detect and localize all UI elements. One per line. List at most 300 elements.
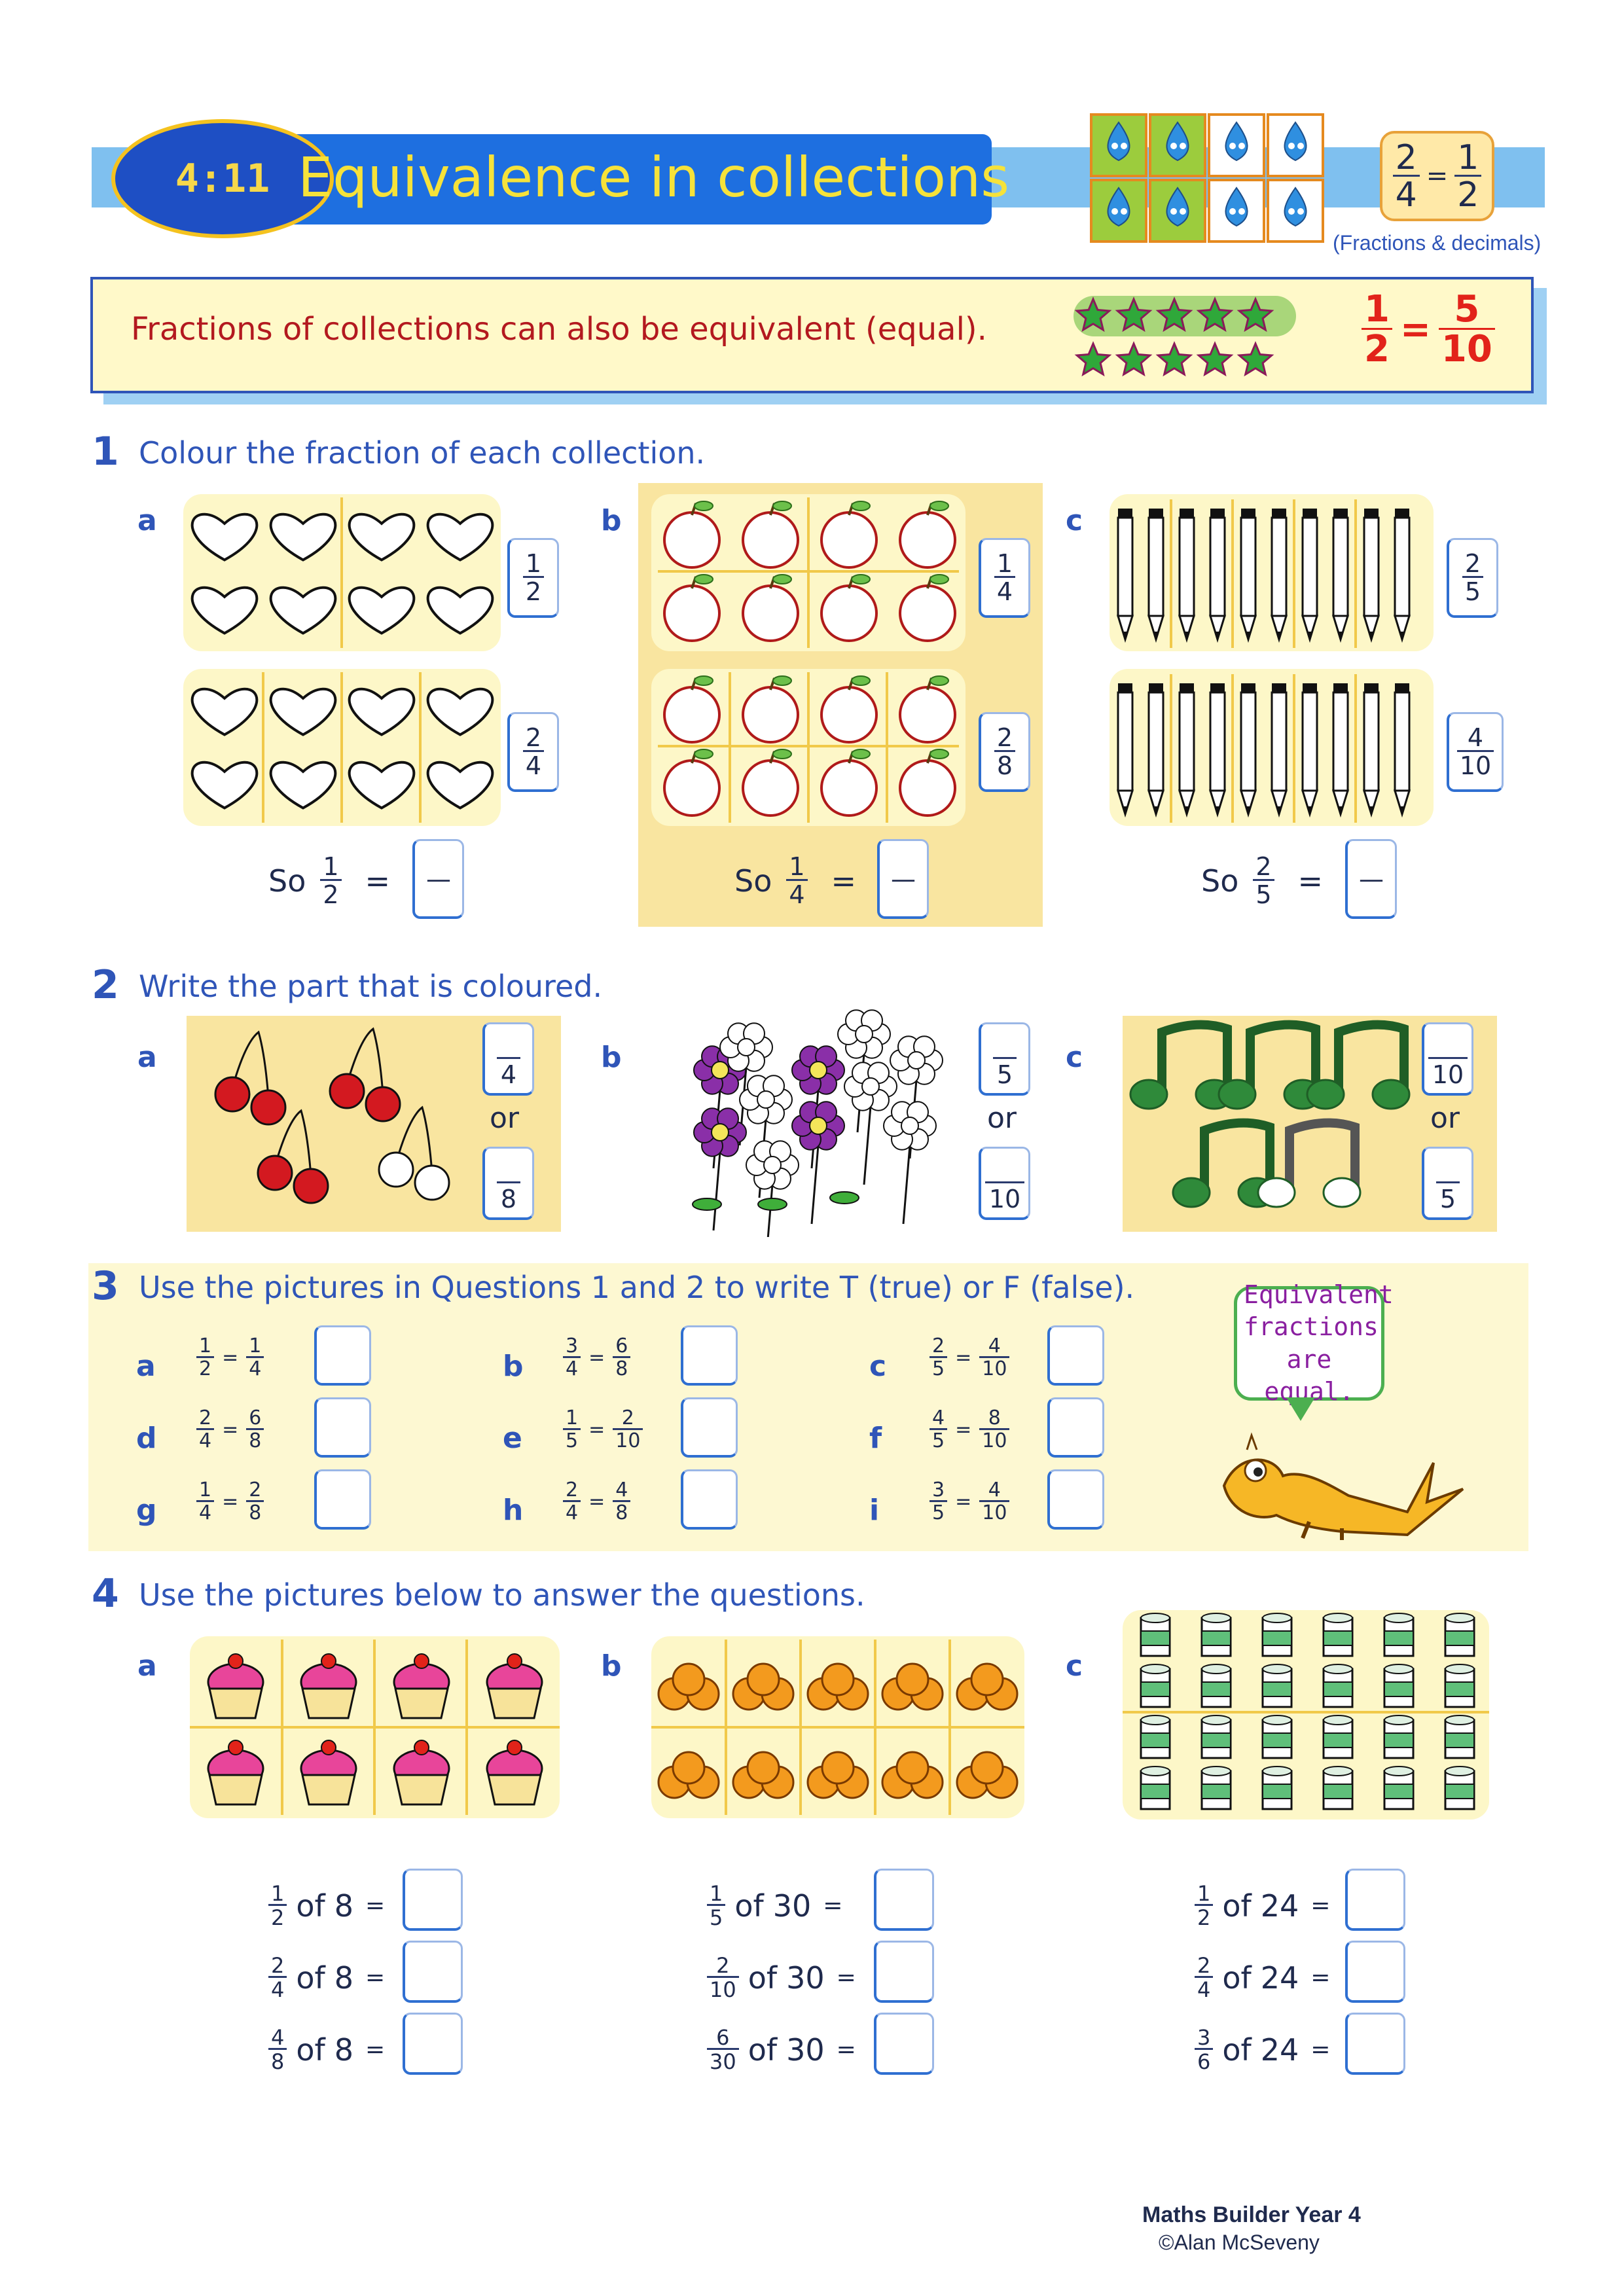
q3-answer-box[interactable]	[681, 1397, 738, 1458]
pencil-icon	[1241, 692, 1255, 791]
q4-of: of	[748, 1960, 778, 1996]
q1b-so-label: So	[734, 863, 772, 899]
music-note-icon	[1219, 1080, 1255, 1109]
q3-item-equation	[929, 1480, 1009, 1523]
q2c-answer-bottom[interactable]: 5	[1422, 1147, 1473, 1220]
footer-book: Maths Builder Year 4	[1142, 2202, 1361, 2227]
q4a-label: a	[137, 1649, 157, 1683]
can-lid	[1445, 1715, 1474, 1725]
q3-answer-box[interactable]	[681, 1325, 738, 1386]
topic-fraction-right: $\frac{1}{2}$	[1454, 141, 1481, 212]
orange-icon	[897, 1664, 928, 1695]
can-label	[1445, 1631, 1474, 1645]
q4-of: of	[748, 2032, 778, 2068]
cupcake-cherry	[414, 1740, 429, 1755]
leaf-icon	[830, 1192, 859, 1204]
q3-speech-bubble	[1234, 1280, 1394, 1406]
flower-icon	[757, 1091, 774, 1108]
can-lid	[1324, 1767, 1352, 1776]
cupcake-icon	[209, 1689, 262, 1718]
can-label	[1384, 1784, 1413, 1799]
pencil-top	[1180, 683, 1194, 692]
q3-item-label: c	[869, 1350, 887, 1383]
q4a-answer-box[interactable]	[403, 1869, 463, 1931]
q1c-so-eq: =	[1297, 863, 1324, 899]
q2b-answer-top[interactable]: 5	[979, 1022, 1030, 1096]
q4-fraction: $\frac{3}{6}$	[1195, 2027, 1213, 2072]
pencil-top	[1333, 683, 1348, 692]
q3-left-frac: $\frac{3}{4}$	[563, 1336, 581, 1379]
q3-equals: =	[222, 1346, 239, 1369]
q1c-so-label: So	[1201, 863, 1239, 899]
q3-answer-box[interactable]	[314, 1397, 371, 1458]
q3-number: 3	[92, 1263, 119, 1309]
q3-item-label: d	[136, 1422, 157, 1455]
pencil-top	[1210, 509, 1225, 518]
pencil-icon	[1210, 518, 1225, 616]
mascot-tiles	[1090, 113, 1326, 244]
q3-answer-box[interactable]	[314, 1469, 371, 1530]
q1a-label: a	[137, 504, 157, 537]
cupcake-cherry	[507, 1740, 522, 1755]
q4-equals: =	[836, 1964, 856, 1991]
pencil-top	[1210, 683, 1225, 692]
q1a-so-eq: =	[365, 863, 391, 899]
q4a-cupcakes	[190, 1636, 560, 1818]
q3-equals: =	[955, 1490, 972, 1513]
pencil-icon	[1210, 692, 1225, 791]
q4-total: 30	[786, 1960, 825, 1996]
unit-badge: 4:11	[175, 156, 270, 202]
pencil-top	[1180, 509, 1194, 518]
topic-fraction-box	[1380, 131, 1494, 221]
can-label	[1202, 1682, 1231, 1696]
q4-of: of	[1222, 1888, 1252, 1924]
can-lid	[1202, 1767, 1231, 1776]
apple-leaf	[930, 575, 948, 584]
star-icon	[1158, 344, 1190, 374]
q4-of: of	[1222, 2032, 1252, 2068]
cherry-icon	[366, 1087, 400, 1121]
pencil-icon	[1395, 692, 1409, 791]
pencil-top	[1333, 509, 1348, 518]
q3-equals: =	[222, 1490, 239, 1513]
q4b-answer-box[interactable]	[874, 1869, 934, 1931]
cupcake-icon	[488, 1775, 541, 1804]
pencil-icon	[1395, 518, 1409, 616]
can-lid	[1445, 1664, 1474, 1674]
q4-equals: =	[1310, 1892, 1331, 1919]
q3-item-label: b	[503, 1350, 524, 1383]
q4c-label: c	[1066, 1649, 1083, 1683]
can-lid	[1141, 1715, 1170, 1725]
q1b-so-row	[734, 854, 856, 907]
q2b-answer-bottom[interactable]: 10	[979, 1147, 1030, 1220]
can-lid	[1384, 1613, 1413, 1623]
can-lid	[1141, 1767, 1170, 1776]
pencil-icon	[1272, 692, 1286, 791]
q3-right-frac: $\frac{1}{4}$	[246, 1336, 264, 1379]
can-label	[1324, 1682, 1352, 1696]
q4c-row	[1195, 1955, 1330, 2000]
apple-icon	[743, 586, 798, 641]
can-lid	[1141, 1664, 1170, 1674]
q2b-flowers	[681, 1008, 975, 1237]
q4a-row	[268, 1955, 385, 2000]
q4b-row	[707, 1955, 856, 2000]
apple-icon	[900, 586, 955, 641]
droplet-eye	[1170, 208, 1177, 215]
q4-equals: =	[823, 1892, 843, 1919]
can-label	[1445, 1784, 1474, 1799]
pencil-icon	[1333, 692, 1348, 791]
q4b-answer-box[interactable]	[874, 1941, 934, 2003]
orange-icon	[971, 1752, 1003, 1784]
q4-of: of	[1222, 1960, 1252, 1996]
page-title: Equivalence in collections	[298, 145, 1010, 209]
q4-text: Use the pictures below to answer the questions.	[139, 1577, 865, 1613]
q3-right-frac: $\frac{6}{8}$	[246, 1408, 264, 1451]
cherry-icon	[379, 1153, 413, 1187]
q1b-answer-box[interactable]: —	[877, 839, 929, 919]
intro-fraction-left: $\frac{1}{2}$	[1362, 291, 1392, 368]
can-lid	[1324, 1613, 1352, 1623]
q4-total: 8	[334, 1960, 353, 1996]
can-label	[1324, 1784, 1352, 1799]
q3-item-label: a	[136, 1350, 156, 1383]
leaf-icon	[693, 1198, 721, 1210]
droplet-eye	[1180, 143, 1186, 149]
q3-answer-box[interactable]	[1047, 1469, 1104, 1530]
apple-leaf	[930, 749, 948, 759]
apple-leaf	[852, 501, 870, 511]
q3-item-equation	[563, 1336, 630, 1379]
q2-number: 2	[92, 962, 119, 1008]
heart-icon	[428, 689, 493, 735]
heart-icon	[428, 762, 493, 808]
pencil-top	[1149, 683, 1163, 692]
apple-icon	[664, 687, 719, 742]
lizard-illustration	[1211, 1424, 1466, 1541]
cherry-icon	[330, 1074, 364, 1108]
pencil-icon	[1180, 518, 1194, 616]
cupcake-cherry	[507, 1654, 522, 1668]
can-lid	[1445, 1613, 1474, 1623]
q3-equals: =	[588, 1490, 605, 1513]
pencil-top	[1364, 683, 1379, 692]
q1c-pencils	[1110, 494, 1434, 828]
pencil-icon	[1241, 518, 1255, 616]
can-label	[1384, 1631, 1413, 1645]
apple-leaf	[930, 676, 948, 685]
q3-left-frac: $\frac{3}{5}$	[929, 1480, 947, 1523]
droplet-eye	[1111, 208, 1118, 215]
apple-icon	[664, 761, 719, 816]
q3-left-frac: $\frac{1}{5}$	[563, 1408, 581, 1451]
q3-right-frac: $\frac{6}{8}$	[613, 1336, 630, 1379]
q4-equals: =	[365, 1964, 386, 1991]
heart-icon	[428, 588, 493, 634]
droplet-eye	[1121, 143, 1127, 149]
droplet-eye	[1170, 143, 1177, 149]
intro-text: Fractions of collections can also be equivalent (equal).	[131, 311, 987, 348]
droplet-eye	[1180, 208, 1186, 215]
droplet-eye	[1121, 208, 1127, 215]
q4c-cans	[1123, 1610, 1489, 1820]
q3-item-equation	[563, 1480, 630, 1523]
q4a-answer-box[interactable]	[403, 1941, 463, 2003]
q4-number: 4	[92, 1571, 119, 1617]
topic-equals: =	[1426, 161, 1449, 191]
q1a-answer-box[interactable]: —	[412, 839, 464, 919]
q4-fraction: $\frac{4}{8}$	[268, 2027, 287, 2072]
q3-right-frac: $\frac{4}{10}$	[979, 1336, 1009, 1379]
intro-fraction-right: $\frac{5}{10}$	[1439, 291, 1495, 368]
star-icon	[1199, 344, 1231, 374]
q3-left-frac: $\frac{1}{4}$	[196, 1480, 214, 1523]
q4-fraction: $\frac{1}{5}$	[707, 1883, 725, 1928]
droplet-eye	[1288, 208, 1295, 215]
can-lid	[1384, 1664, 1413, 1674]
q4b-row	[707, 1883, 842, 1928]
apple-leaf	[852, 676, 870, 685]
q4-total: 30	[772, 1888, 812, 1924]
apple-leaf	[695, 575, 713, 584]
q3-left-frac: $\frac{2}{4}$	[196, 1408, 214, 1451]
q2c-answer-top[interactable]: 10	[1422, 1022, 1473, 1096]
music-note-icon	[1130, 1080, 1167, 1109]
apple-leaf	[852, 575, 870, 584]
q2-text: Write the part that is coloured.	[139, 969, 603, 1004]
q1c-so-frac: $\frac{2}{5}$	[1253, 854, 1274, 907]
q3-item-equation	[196, 1408, 264, 1451]
cherry-icon	[251, 1090, 285, 1124]
pencil-icon	[1303, 518, 1317, 616]
q2a-answer-bottom[interactable]: 8	[482, 1147, 534, 1220]
apple-leaf	[773, 501, 791, 511]
topic-fraction-left: $\frac{2}{4}$	[1393, 141, 1420, 212]
apple-leaf	[695, 749, 713, 759]
q3-item-label: h	[503, 1494, 524, 1527]
q4a-answer-box[interactable]	[403, 2013, 463, 2075]
pencil-top	[1118, 509, 1132, 518]
flower-stem	[864, 1106, 871, 1185]
droplet-eye	[1111, 143, 1118, 149]
apple-icon	[743, 512, 798, 567]
apple-icon	[821, 512, 876, 567]
pencil-icon	[1180, 692, 1194, 791]
can-label	[1324, 1733, 1352, 1748]
can-label	[1202, 1733, 1231, 1748]
droplet-eye	[1229, 143, 1236, 149]
apple-icon	[821, 687, 876, 742]
pencil-top	[1241, 683, 1255, 692]
flower-icon	[856, 1026, 873, 1043]
pencil-top	[1303, 509, 1317, 518]
apple-icon	[743, 761, 798, 816]
cupcake-icon	[395, 1689, 448, 1718]
q3-item-equation	[929, 1336, 1009, 1379]
orange-icon	[971, 1664, 1003, 1695]
q3-item-equation	[196, 1480, 264, 1523]
heart-icon	[192, 689, 257, 735]
q4-total: 8	[334, 2032, 353, 2068]
cupcake-cherry	[228, 1654, 243, 1668]
q4c-answer-box[interactable]	[1345, 2013, 1405, 2075]
can-label	[1445, 1733, 1474, 1748]
cupcake-icon	[302, 1689, 355, 1718]
q4-total: 24	[1260, 1960, 1299, 1996]
q3-answer-box[interactable]	[1047, 1325, 1104, 1386]
q4b-label: b	[601, 1649, 622, 1683]
pencil-top	[1395, 683, 1409, 692]
apple-icon	[664, 512, 719, 567]
q3-equals: =	[222, 1418, 239, 1441]
pencil-icon	[1149, 692, 1163, 791]
apple-leaf	[852, 749, 870, 759]
flower-icon	[764, 1157, 781, 1174]
q1a-hearts	[183, 494, 501, 828]
q1b-bottom-frac-box: $\frac{2}{8}$	[979, 712, 1030, 792]
can-label	[1263, 1784, 1291, 1799]
q3-text: Use the pictures in Questions 1 and 2 to write T (true) or F (false).	[139, 1270, 1135, 1305]
apple-leaf	[930, 501, 948, 511]
q3-answer-box[interactable]	[1047, 1397, 1104, 1458]
q4-total: 24	[1260, 2032, 1299, 2068]
can-label	[1141, 1631, 1170, 1645]
pencil-icon	[1333, 518, 1348, 616]
q1a-top-frac-box: $\frac{1}{2}$	[507, 538, 559, 618]
apple-leaf	[773, 575, 791, 584]
q4-fraction: $\frac{1}{2}$	[268, 1883, 287, 1928]
droplet-eye	[1238, 208, 1245, 215]
orange-icon	[673, 1664, 704, 1695]
q3-equals: =	[955, 1418, 972, 1441]
q3-bubble-tail	[1286, 1397, 1315, 1421]
pencil-icon	[1149, 518, 1163, 616]
q3-item-label: g	[136, 1494, 157, 1527]
q4-equals: =	[365, 1892, 386, 1919]
q4-fraction: $\frac{2}{4}$	[1195, 1955, 1213, 2000]
q2a-label: a	[137, 1041, 157, 1074]
droplet-eye	[1238, 143, 1245, 149]
intro-stars	[1074, 293, 1303, 385]
cherry-icon	[415, 1166, 449, 1200]
can-label	[1141, 1784, 1170, 1799]
star-icon	[1077, 344, 1109, 374]
q4-equals: =	[365, 2036, 386, 2063]
music-note-icon	[1258, 1178, 1295, 1207]
q1c-answer-box[interactable]: —	[1345, 839, 1397, 919]
heart-icon	[271, 689, 336, 735]
q4b-answer-box[interactable]	[874, 2013, 934, 2075]
q3-equals: =	[588, 1346, 605, 1369]
q4-equals: =	[1310, 2036, 1331, 2063]
can-lid	[1263, 1715, 1291, 1725]
cupcake-icon	[209, 1775, 262, 1804]
q1b-top-frac-box: $\frac{1}{4}$	[979, 538, 1030, 618]
q3-left-frac: $\frac{4}{5}$	[929, 1408, 947, 1451]
q4b-row	[707, 2027, 856, 2072]
q3-item-equation	[196, 1336, 264, 1379]
q1b-apples	[651, 494, 965, 828]
q3-equals: =	[955, 1346, 972, 1369]
q1-text: Colour the fraction of each collection.	[139, 435, 706, 471]
apple-icon	[821, 761, 876, 816]
can-label	[1384, 1733, 1413, 1748]
can-label	[1263, 1682, 1291, 1696]
heart-icon	[350, 689, 414, 735]
can-lid	[1263, 1613, 1291, 1623]
q2c-or: or	[1430, 1102, 1460, 1135]
flower-icon	[712, 1124, 729, 1141]
cupcake-icon	[488, 1689, 541, 1718]
orange-icon	[748, 1664, 779, 1695]
q2a-or: or	[490, 1102, 520, 1135]
q1a-so-row	[268, 854, 390, 907]
q4a-row	[268, 2027, 385, 2072]
droplet-eye	[1297, 208, 1304, 215]
q2a-answer-top[interactable]: 4	[482, 1022, 534, 1096]
q1a-so-label: So	[268, 863, 306, 899]
flower-icon	[810, 1062, 827, 1079]
apple-icon	[743, 687, 798, 742]
apple-leaf	[695, 676, 713, 685]
flower-icon	[810, 1117, 827, 1134]
flower-icon	[901, 1117, 918, 1134]
q3-left-frac: $\frac{1}{2}$	[196, 1336, 214, 1379]
apple-icon	[900, 687, 955, 742]
cupcake-cherry	[414, 1654, 429, 1668]
cherry-icon	[294, 1169, 328, 1203]
q3-answer-box[interactable]	[681, 1469, 738, 1530]
pencil-icon	[1272, 518, 1286, 616]
can-label	[1141, 1682, 1170, 1696]
cupcake-cherry	[321, 1740, 336, 1755]
cupcake-cherry	[321, 1654, 336, 1668]
pencil-top	[1241, 509, 1255, 518]
q4c-answer-box[interactable]	[1345, 1869, 1405, 1931]
pencil-icon	[1364, 518, 1379, 616]
topic-caption: (Fractions & decimals)	[1333, 231, 1542, 255]
music-note-icon	[1324, 1178, 1360, 1207]
apple-icon	[900, 512, 955, 567]
apple-icon	[664, 586, 719, 641]
q4-of: of	[296, 1888, 325, 1924]
q3-right-frac: $\frac{4}{8}$	[613, 1480, 630, 1523]
q3-right-frac: $\frac{2}{8}$	[246, 1480, 264, 1523]
heart-icon	[192, 514, 257, 560]
q1a-bottom-frac-box: $\frac{2}{4}$	[507, 712, 559, 792]
cupcake-icon	[395, 1775, 448, 1804]
q4c-answer-box[interactable]	[1345, 1941, 1405, 2003]
can-lid	[1141, 1613, 1170, 1623]
music-note-icon	[1173, 1178, 1210, 1207]
orange-icon	[673, 1752, 704, 1784]
q3-bubble-text: Equivalent fractions are equal.	[1244, 1280, 1394, 1406]
pencil-icon	[1118, 518, 1132, 616]
apple-leaf	[773, 749, 791, 759]
q4-equals: =	[1310, 1964, 1331, 1991]
q3-item-equation	[929, 1408, 1009, 1451]
can-lid	[1202, 1664, 1231, 1674]
pencil-icon	[1364, 692, 1379, 791]
q3-answer-box[interactable]	[314, 1325, 371, 1386]
pencil-top	[1395, 509, 1409, 518]
q4b-oranges	[651, 1636, 1024, 1818]
q2c-notes	[1123, 1016, 1411, 1232]
q3-equals: =	[588, 1418, 605, 1441]
